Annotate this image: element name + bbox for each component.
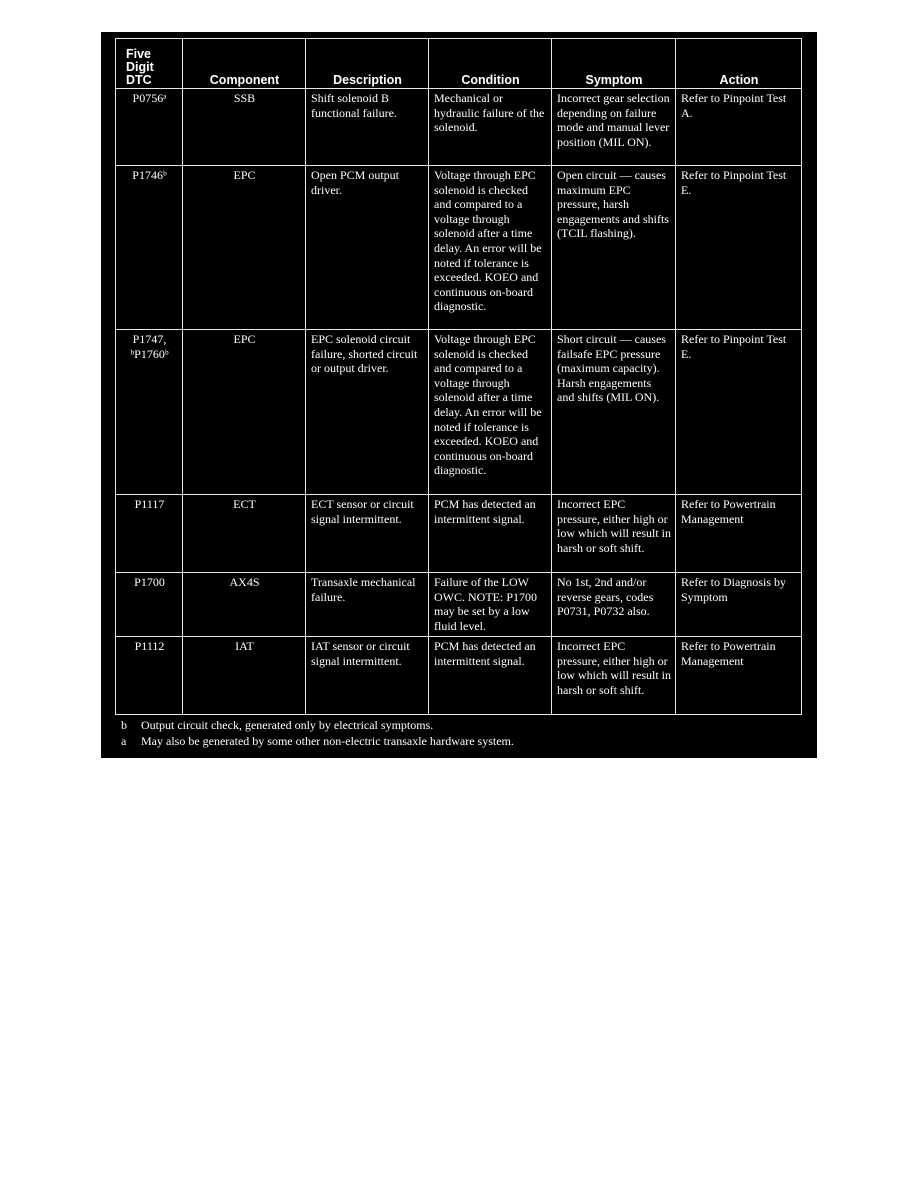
component: ECT [183,495,306,573]
action: Refer to Pinpoint Test E. [676,166,802,330]
footnote-mark: b [121,718,127,732]
action: Refer to Pinpoint Test E. [676,330,802,495]
table-row [116,637,802,715]
dtc-code: P1700 [116,573,183,637]
footnote-mark: a [121,734,127,748]
description: Transaxle mechanical failure. [306,573,429,637]
table-row [116,166,802,330]
header-component: Component [183,39,306,89]
description: IAT sensor or circuit signal intermittent. [306,637,429,715]
symptom: Incorrect EPC pressure, either high or low which will result in harsh or soft shift. [552,637,676,715]
condition: Failure of the LOW OWC. NOTE: P1700 may be set by a low fluid level. [429,573,552,637]
header-symptom: Symptom [552,39,676,89]
component: IAT [183,637,306,715]
dtc-code: P0756ᵃ [116,89,183,166]
header-condition: Condition [429,39,552,89]
action: Refer to Diagnosis by Symptom [676,573,802,637]
header-five-digit-dtc: Five Digit DTC [116,39,183,89]
table-row [116,495,802,573]
dtc-code: P1746ᵇ [116,166,183,330]
table-row [116,573,802,637]
condition: PCM has detected an intermittent signal. [429,495,552,573]
symptom: Incorrect EPC pressure, either high or low which will result in harsh or soft shift. [552,495,676,573]
footnote [121,718,801,733]
description: Shift solenoid B functional failure. [306,89,429,166]
table-row [116,89,802,166]
table-header-row [116,39,802,89]
component: EPC [183,330,306,495]
footnote-text: May also be generated by some other non-electric transaxle hardware system. [141,734,514,748]
condition: PCM has detected an intermittent signal. [429,637,552,715]
header-description: Description [306,39,429,89]
dtc-code: P1112 [116,637,183,715]
action: Refer to Pinpoint Test A. [676,89,802,166]
component: EPC [183,166,306,330]
symptom: Open circuit — causes maximum EPC pressure, harsh engagements and shifts (TCIL flashing). [552,166,676,330]
description: ECT sensor or circuit signal intermittent. [306,495,429,573]
dtc-table [115,38,802,715]
component: AX4S [183,573,306,637]
dtc-code: P1117 [116,495,183,573]
description: Open PCM output driver. [306,166,429,330]
dtc-code: P1747, ᵇP1760ᵇ [116,330,183,495]
condition: Mechanical or hydraulic failure of the solenoid. [429,89,552,166]
description: EPC solenoid circuit failure, shorted circuit or output driver. [306,330,429,495]
component: SSB [183,89,306,166]
table-row [116,330,802,495]
action: Refer to Powertrain Management [676,637,802,715]
footnote [121,734,801,749]
action: Refer to Powertrain Management [676,495,802,573]
symptom: Short circuit — causes failsafe EPC pressure (maximum capacity). Harsh engagements and shifts (MIL ON). [552,330,676,495]
header-action: Action [676,39,802,89]
footnote-text: Output circuit check, generated only by electrical symptoms. [141,718,434,732]
condition: Voltage through EPC solenoid is checked and compared to a voltage through solenoid after a time delay. An error will be noted if tolerance is exceeded. KOEO and continuous on-board diagnostic. [429,330,552,495]
symptom: Incorrect gear selection depending on failure mode and manual lever position (MIL ON). [552,89,676,166]
condition: Voltage through EPC solenoid is checked and compared to a voltage through solenoid after a time delay. An error will be noted if tolerance is exceeded. KOEO and continuous on-board diagnostic. [429,166,552,330]
symptom: No 1st, 2nd and/or reverse gears, codes P0731, P0732 also. [552,573,676,637]
dtc-table-panel [101,32,817,758]
